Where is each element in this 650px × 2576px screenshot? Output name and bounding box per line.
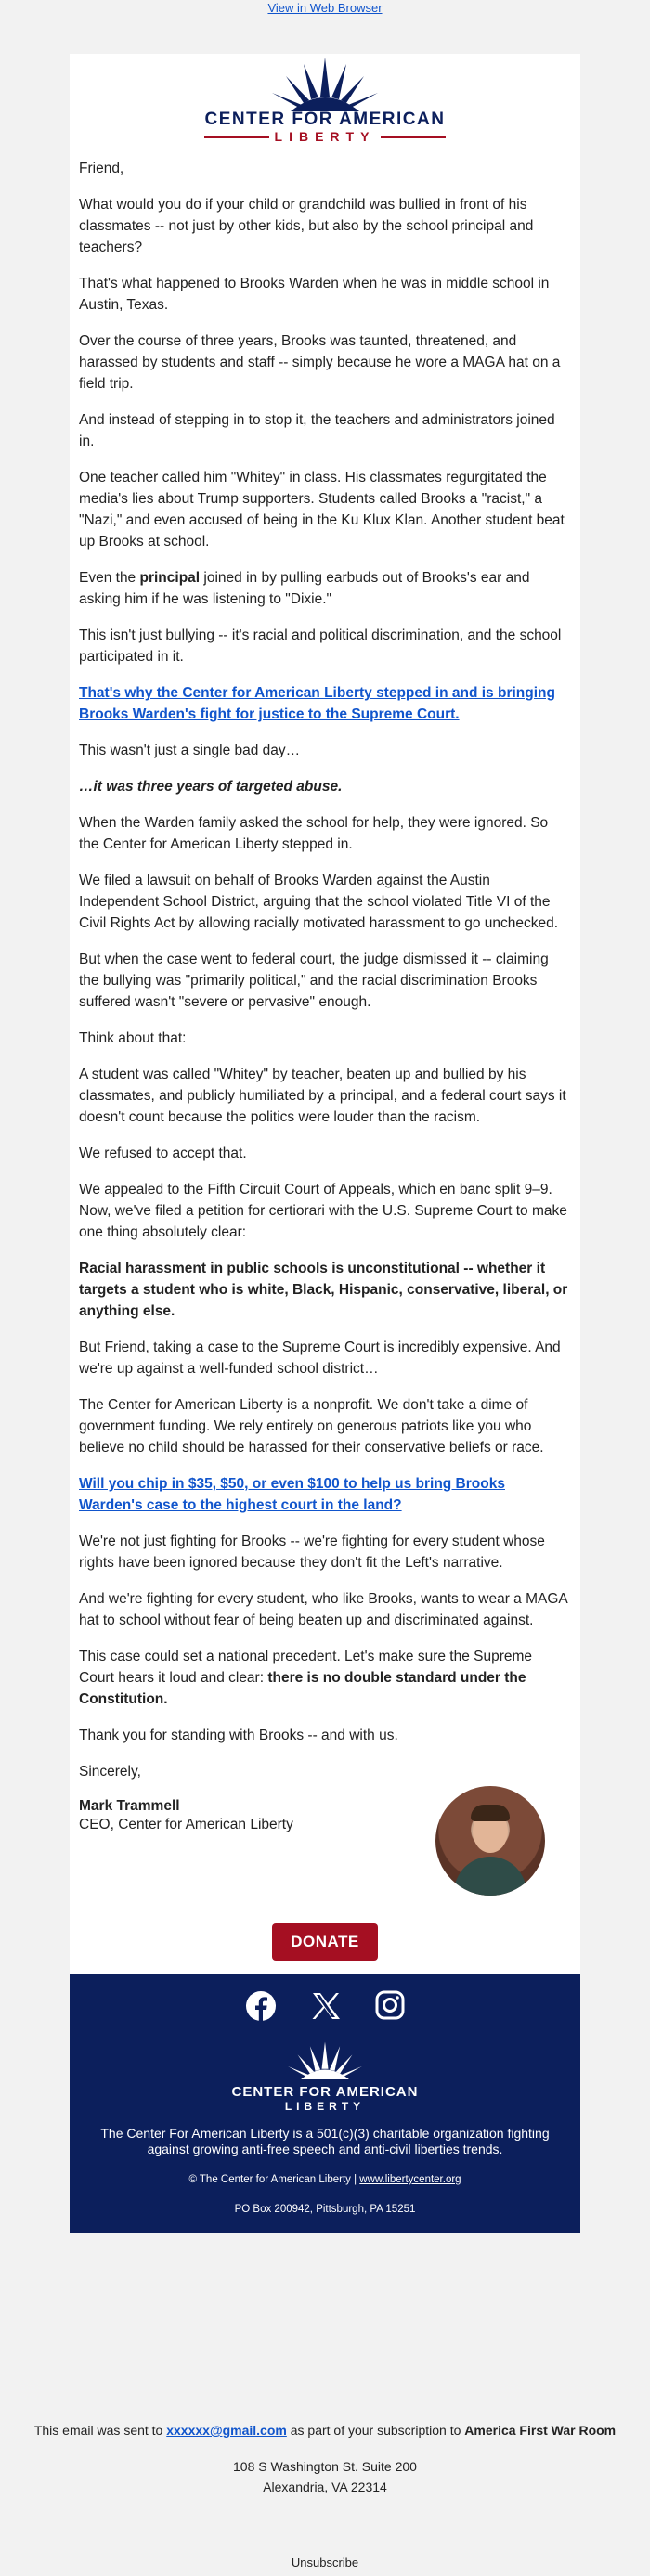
p9-emphasis: …it was three years of targeted abuse.	[79, 779, 343, 795]
paragraph-17	[79, 1258, 571, 1322]
supreme-court-link[interactable]: That's why the Center for American Liberty stepped in and is bringing Brooks Warden's fight for justice to the Supreme Court.	[79, 685, 555, 722]
x-icon[interactable]	[310, 1990, 342, 2022]
p6-bold: principal	[139, 570, 201, 586]
signature-title: CEO, Center for American Liberty	[79, 1817, 293, 1832]
paragraph-7: This isn't just bullying -- it's racial and political discrimination, and the school participated in it.	[79, 628, 562, 665]
header-logo	[70, 54, 580, 158]
view-in-browser-link[interactable]: View in Web Browser	[267, 1, 383, 15]
unsubscribe-link[interactable]: Unsubscribe	[291, 2556, 359, 2570]
paragraph-5: One teacher called him "Whitey" in class. His classmates regurgitated the media's lies about Trump supporters. Students called Brooks a "racist," a "Nazi," and even accused of being in the Ku Klux Klan. Another student beat up Brooks at school.	[79, 470, 565, 550]
paragraph-6	[79, 567, 571, 610]
signature-name: Mark Trammell	[79, 1798, 180, 1814]
footer-logo-line2: LIBERTY	[284, 2100, 366, 2113]
paragraph-21: And we're fighting for every student, who like Brooks, wants to wear a MAGA hat to school without fear of being beaten up and discriminated against.	[79, 1591, 567, 1628]
sent-mid: as part of your subscription to	[286, 2423, 465, 2438]
signature-block	[79, 1797, 571, 1896]
link-paragraph-1	[79, 682, 571, 725]
copyright-text: © The Center for American Liberty |	[188, 2174, 360, 2185]
mailing-address	[0, 2456, 650, 2497]
street-line2: Alexandria, VA 22314	[263, 2479, 387, 2494]
avatar	[436, 1786, 545, 1896]
instagram-icon[interactable]	[375, 1990, 405, 2022]
p22-pre: This case could set a national precedent. Let's make sure the Supreme Court hears it loud and clear:	[79, 1649, 533, 1686]
p22-bold: there is no double standard under the Constitution.	[79, 1670, 526, 1707]
paragraph-13: Think about that:	[79, 1030, 187, 1046]
paragraph-10: When the Warden family asked the school for help, they were ignored. So the Center for American Liberty stepped in.	[79, 815, 549, 852]
street-line1: 108 S Washington St. Suite 200	[233, 2459, 417, 2474]
website-link[interactable]: www.libertycenter.org	[359, 2174, 462, 2185]
footer	[70, 1974, 580, 2233]
paragraph-15: We refused to accept that.	[79, 1146, 247, 1161]
sunburst-logo-icon	[255, 56, 395, 111]
paragraph-14: A student was called "Whitey" by teacher, beaten up and bullied by his classmates, and publicly humiliated by a principal, and a federal court says it doesn't count because the politics were louder than the racism.	[79, 1067, 566, 1125]
logo-name-line2: LIBERTY	[70, 129, 580, 144]
recipient-email-link[interactable]: xxxxxx@gmail.com	[166, 2423, 287, 2438]
paragraph-16: We appealed to the Fifth Circuit Court of Appeals, which en banc split 9–9. Now, we've filed a petition for certiorari with the U.S. Supreme Court to make one thing absolutely clear:	[79, 1182, 567, 1240]
paragraph-3: Over the course of three years, Brooks was taunted, threatened, and harassed by students and staff -- simply because he wore a MAGA hat on a field trip.	[79, 333, 561, 392]
paragraph-18: But Friend, taking a case to the Supreme Court is incredibly expensive. And we're up against a well-funded school district…	[79, 1340, 561, 1377]
paragraph-20: We're not just fighting for Brooks -- we're fighting for every student whose rights have been ignored because they don't fit the Left's narrative.	[79, 1534, 545, 1571]
signoff: Sincerely,	[79, 1764, 141, 1780]
footer-address: PO Box 200942, Pittsburgh, PA 15251	[234, 2204, 416, 2215]
link-paragraph-2	[79, 1473, 571, 1516]
paragraph-4: And instead of stepping in to stop it, the teachers and administrators joined in.	[79, 412, 555, 449]
paragraph-23: Thank you for standing with Brooks -- and with us.	[79, 1728, 398, 1743]
footer-description: The Center For American Liberty is a 501(c)(3) charitable organization fighting against growing anti-free speech and anti-civil liberties trends.	[100, 2126, 550, 2156]
footer-sunburst-logo-icon	[274, 2040, 376, 2079]
chip-in-link[interactable]: Will you chip in $35, $50, or even $100 to help us bring Brooks Warden's case to the highest court in the land?	[79, 1476, 505, 1513]
logo-name-line1: CENTER FOR AMERICAN	[204, 110, 446, 129]
top-bar	[0, 0, 650, 54]
p6-post: joined in by pulling earbuds out of Brooks's ear and asking him if he was listening to "Dixie."	[79, 570, 530, 607]
paragraph-22	[79, 1646, 571, 1710]
p6-pre: Even the	[79, 570, 140, 586]
paragraph-2: That's what happened to Brooks Warden when he was in middle school in Austin, Texas.	[79, 276, 550, 313]
list-name: America First War Room	[464, 2423, 617, 2438]
paragraph-9	[79, 776, 571, 797]
footer-logo-line1: CENTER FOR AMERICAN	[231, 2084, 419, 2100]
facebook-icon[interactable]	[245, 1990, 277, 2022]
paragraph-19: The Center for American Liberty is a nonprofit. We don't take a dime of government funding. We rely entirely on generous patriots like you who believe no child should be harassed for their conservative beliefs or race.	[79, 1397, 544, 1456]
sent-notice	[0, 2423, 650, 2438]
paragraph-8: This wasn't just a single bad day…	[79, 743, 301, 758]
footer-copyright	[88, 2174, 562, 2185]
signature-text	[79, 1797, 293, 1834]
paragraph-1: What would you do if your child or grandchild was bullied in front of his classmates -- not just by other kids, but also by the school principal and teachers?	[79, 197, 534, 255]
subscription-footer	[0, 2423, 650, 2570]
paragraph-11: We filed a lawsuit on behalf of Brooks Warden against the Austin Independent School District, arguing that the school violated Title VI of the Civil Rights Act by allowing racially motivated harassment to go unchecked.	[79, 873, 559, 931]
social-links	[88, 1990, 562, 2022]
email-card	[70, 54, 580, 2233]
sent-pre: This email was sent to	[33, 2423, 167, 2438]
paragraph-12: But when the case went to federal court, the judge dismissed it -- claiming the bullying was "primarily political," and the racial discrimination Brooks suffered wasn't "severe or pervasive" enough.	[79, 951, 549, 1010]
email-body	[70, 158, 580, 1896]
greeting: Friend,	[79, 161, 124, 176]
donate-wrap	[70, 1923, 580, 1974]
p17-bold: Racial harassment in public schools is unconstitutional -- whether it targets a student who is white, Black, Hispanic, conservative, liberal, or anything else.	[79, 1261, 568, 1319]
donate-button[interactable]: DONATE	[272, 1923, 378, 1961]
